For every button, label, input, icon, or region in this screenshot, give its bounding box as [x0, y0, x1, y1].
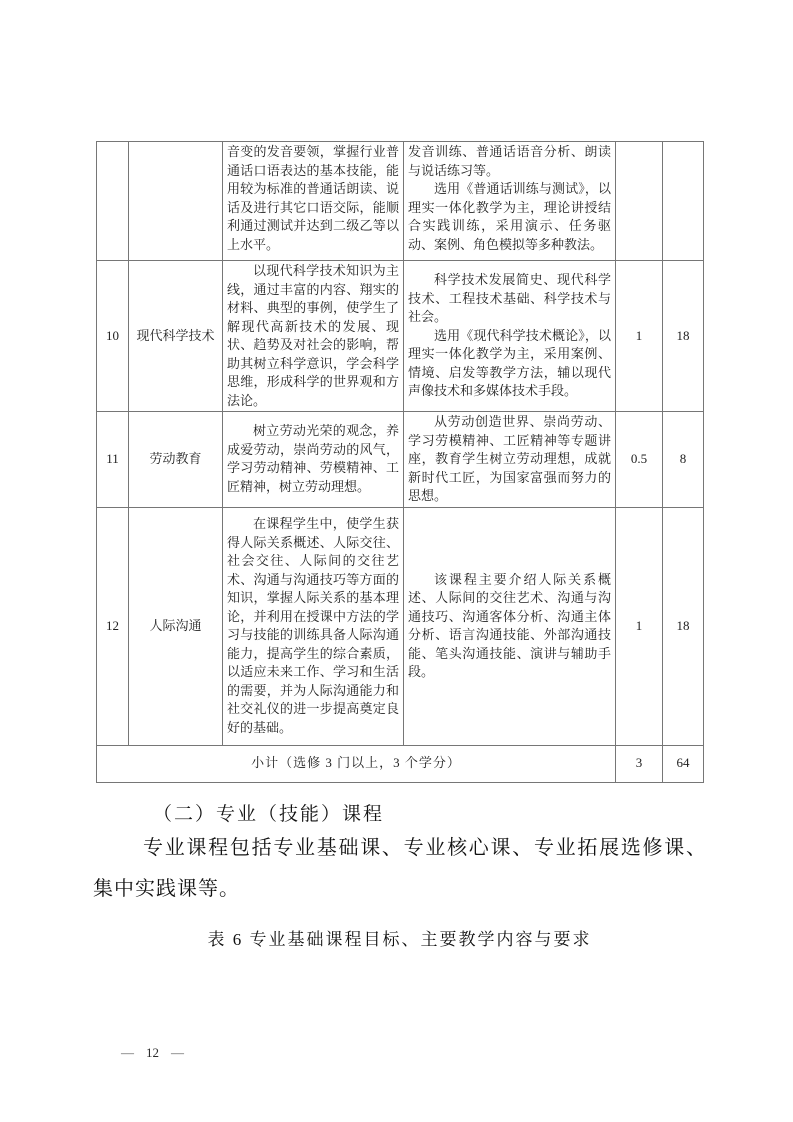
section-paragraph: 专业课程包括专业基础课、专业核心课、专业拓展选修课、集中实践课等。 — [93, 837, 707, 900]
cell-course-name: 现代科学技术 — [129, 261, 223, 412]
cell-teaching-content — [404, 142, 616, 261]
footer-left-dash: — — [121, 1045, 134, 1060]
course-table-body — [97, 142, 704, 783]
cell-hours: 8 — [663, 412, 704, 508]
cell-paragraph: 音变的发音要领，掌握行业普通话口语表达的基本技能，能用较为标准的普通话朗读、说话及进行其它口语交际，能顺利通过测试并达到二级乙等以上水平。 — [227, 144, 399, 252]
table-row — [97, 507, 704, 745]
cell-teaching-content — [404, 507, 616, 745]
cell-paragraph: 选用《普通话训练与测试》，以理实一体化教学为主，理论讲授结合实践训练，采用演示、任务驱动、案例、角色模拟等多种教法。 — [408, 181, 611, 252]
course-table — [96, 141, 704, 783]
cell-no: 10 — [97, 261, 129, 412]
cell-paragraph: 科学技术发展简史、现代科学技术、工程技术基础、科学技术与社会。 — [408, 272, 611, 325]
cell-hours — [663, 142, 704, 261]
cell-paragraph: 选用《现代科学技术概论》，以理实一体化教学为主，采用案例、情境、启发等教学方法，辅以现代声像技术和多媒体技术手段。 — [408, 327, 611, 399]
cell-hours: 18 — [663, 261, 704, 412]
cell-paragraph: 发音训练、普通话语音分析、朗读与说话练习等。 — [408, 144, 611, 178]
cell-paragraph: 以现代科学技术知识为主线，通过丰富的内容、翔实的材料、典型的事例，使学生了解现代高新技术的发展、现状、趋势及对社会的影响，帮助其树立科学意识，学会科学思维，形成科学的世界观和方法论。 — [227, 263, 399, 408]
cell-teaching-content — [404, 261, 616, 412]
cell-teaching-content — [404, 412, 616, 508]
cell-course-name: 劳动教育 — [129, 412, 223, 508]
cell-course-name — [129, 142, 223, 261]
page-number: 12 — [146, 1045, 159, 1060]
subtotal-row — [97, 745, 704, 782]
cell-credits — [616, 142, 663, 261]
cell-credits: 1 — [616, 261, 663, 412]
page-footer — [121, 1045, 184, 1061]
cell-paragraph: 树立劳动光荣的观念，养成爱劳动，崇尚劳动的风气，学习劳动精神、劳模精神、工匠精神，树立劳动理想。 — [227, 423, 399, 494]
cell-no: 11 — [97, 412, 129, 508]
cell-paragraph: 该课程主要介绍人际关系概述、人际间的交往艺术、沟通与沟通技巧、沟通客体分析、沟通主体分析、语言沟通技能、外部沟通技能、笔头沟通技能、演讲与辅助手段。 — [408, 571, 611, 679]
subtotal-hours: 64 — [663, 745, 704, 782]
section-heading: （二）专业（技能）课程 — [153, 804, 385, 825]
subtotal-label: 小计（选修 3 门以上，3 个学分） — [97, 745, 616, 782]
subtotal-credits: 3 — [616, 745, 663, 782]
cell-paragraph: 从劳动创造世界、崇尚劳动、学习劳模精神、工匠精神等专题讲座，教育学生树立劳动理想，成就新时代工匠，为国家富强而努力的思想。 — [408, 414, 611, 503]
table-row — [97, 142, 704, 261]
table-row — [97, 412, 704, 508]
cell-credits: 0.5 — [616, 412, 663, 508]
cell-objectives — [223, 507, 404, 745]
cell-objectives — [223, 412, 404, 508]
cell-course-name: 人际沟通 — [129, 507, 223, 745]
cell-hours: 18 — [663, 507, 704, 745]
cell-paragraph: 在课程学生中，使学生获得人际关系概述、人际交往、社会交往、人际间的交往艺术、沟通与沟通技巧等方面的知识，掌握人际关系的基本理论，并利用在授课中方法的学习与技能的训练具备人际沟通能力，提高学生的综合素质，以适应未来工作、学习和生活的需要，并为人际沟通能力和社交礼仪的进一步提高奠定良好的基础。 — [227, 516, 399, 735]
cell-no — [97, 142, 129, 261]
cell-objectives — [223, 142, 404, 261]
cell-credits: 1 — [616, 507, 663, 745]
cell-objectives — [223, 261, 404, 412]
table6-caption: 表 6 专业基础课程目标、主要教学内容与要求 — [207, 930, 592, 949]
cell-no: 12 — [97, 507, 129, 745]
table-row — [97, 261, 704, 412]
footer-right-dash: — — [171, 1045, 184, 1060]
